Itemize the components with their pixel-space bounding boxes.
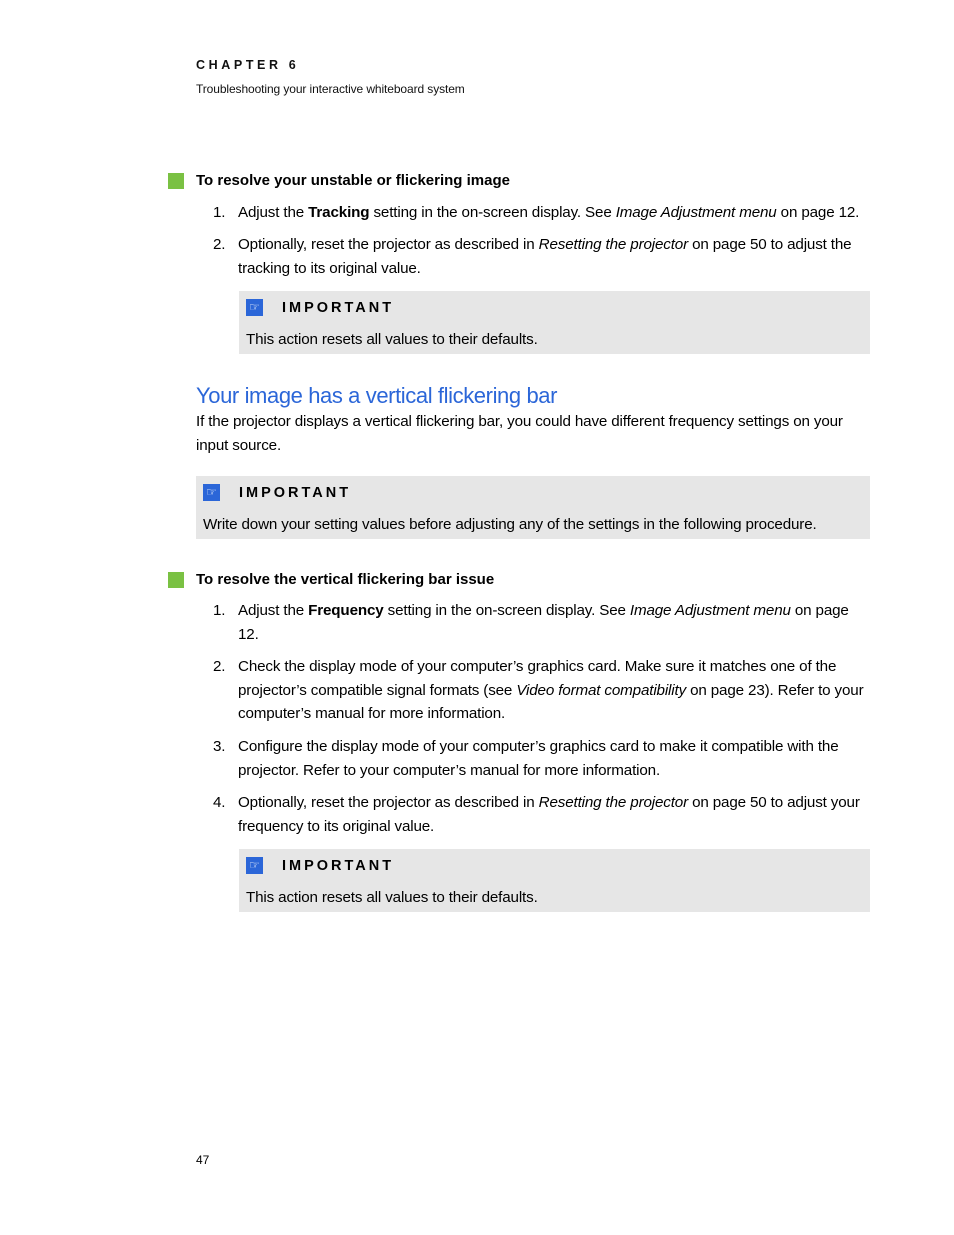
step-number: 4.: [213, 794, 226, 811]
note-label: IMPORTANT: [282, 299, 395, 316]
step-number: 2.: [213, 658, 226, 675]
green-square-icon: [168, 572, 184, 588]
step-number: 3.: [213, 738, 226, 755]
procedure-title-text: To resolve the vertical flickering bar issue: [196, 571, 495, 588]
important-note-3: [239, 849, 870, 912]
procedure2-step-1: [213, 599, 873, 646]
step-number: 1.: [213, 602, 226, 619]
step-text: Optionally, reset the projector as described in Resetting the projector on page 50 to adjust the tracking to its original value.: [238, 236, 852, 277]
procedure-title-2: [168, 571, 494, 588]
pointing-hand-icon: ☞: [246, 299, 263, 316]
step-text: Optionally, reset the projector as described in Resetting the projector on page 50 to adjust your frequency to its original value.: [238, 794, 860, 835]
pointing-hand-icon: ☞: [246, 857, 263, 874]
procedure1-step-2: [213, 233, 873, 280]
procedure2-step-3: [213, 735, 873, 782]
note-header: [246, 857, 394, 874]
step-text: Adjust the Tracking setting in the on-screen display. See Image Adjustment menu on page 12.: [238, 204, 860, 221]
page-number: 47: [196, 1153, 210, 1167]
procedure2-step-2: [213, 655, 873, 726]
important-note-1: [239, 291, 870, 354]
procedure-title-1: [168, 172, 510, 189]
note-text: Write down your setting values before adjusting any of the settings in the following procedure.: [203, 516, 817, 533]
pointing-hand-icon: ☞: [203, 484, 220, 501]
step-text: Adjust the Frequency setting in the on-screen display. See Image Adjustment menu on page 12.: [238, 602, 849, 643]
note-text: This action resets all values to their defaults.: [246, 331, 538, 348]
step-text: Check the display mode of your computer’s graphics card. Make sure it matches one of the projector’s compatible signal formats (see Video format compatibility on page 23). Refer to your computer’s manual for more information.: [238, 658, 864, 722]
section-paragraph: If the projector displays a vertical flickering bar, you could have different frequency settings on your input source.: [196, 413, 843, 454]
note-label: IMPORTANT: [239, 484, 352, 501]
chapter-subtitle: Troubleshooting your interactive whiteboard system: [196, 82, 465, 96]
note-header: [246, 299, 394, 316]
chapter-label: CHAPTER 6: [196, 58, 300, 72]
step-number: 1.: [213, 204, 226, 221]
note-header: [203, 484, 351, 501]
procedure-title-text: To resolve your unstable or flickering image: [196, 172, 510, 189]
step-text: Configure the display mode of your computer’s graphics card to make it compatible with the projector. Refer to your computer’s manual for more information.: [238, 738, 839, 779]
important-note-2: [196, 476, 870, 539]
step-number: 2.: [213, 236, 226, 253]
green-square-icon: [168, 173, 184, 189]
note-label: IMPORTANT: [282, 857, 395, 874]
procedure2-step-4: [213, 791, 873, 838]
procedure1-step-1: [213, 201, 873, 225]
note-text: This action resets all values to their defaults.: [246, 889, 538, 906]
section-heading: Your image has a vertical flickering bar: [196, 383, 558, 408]
